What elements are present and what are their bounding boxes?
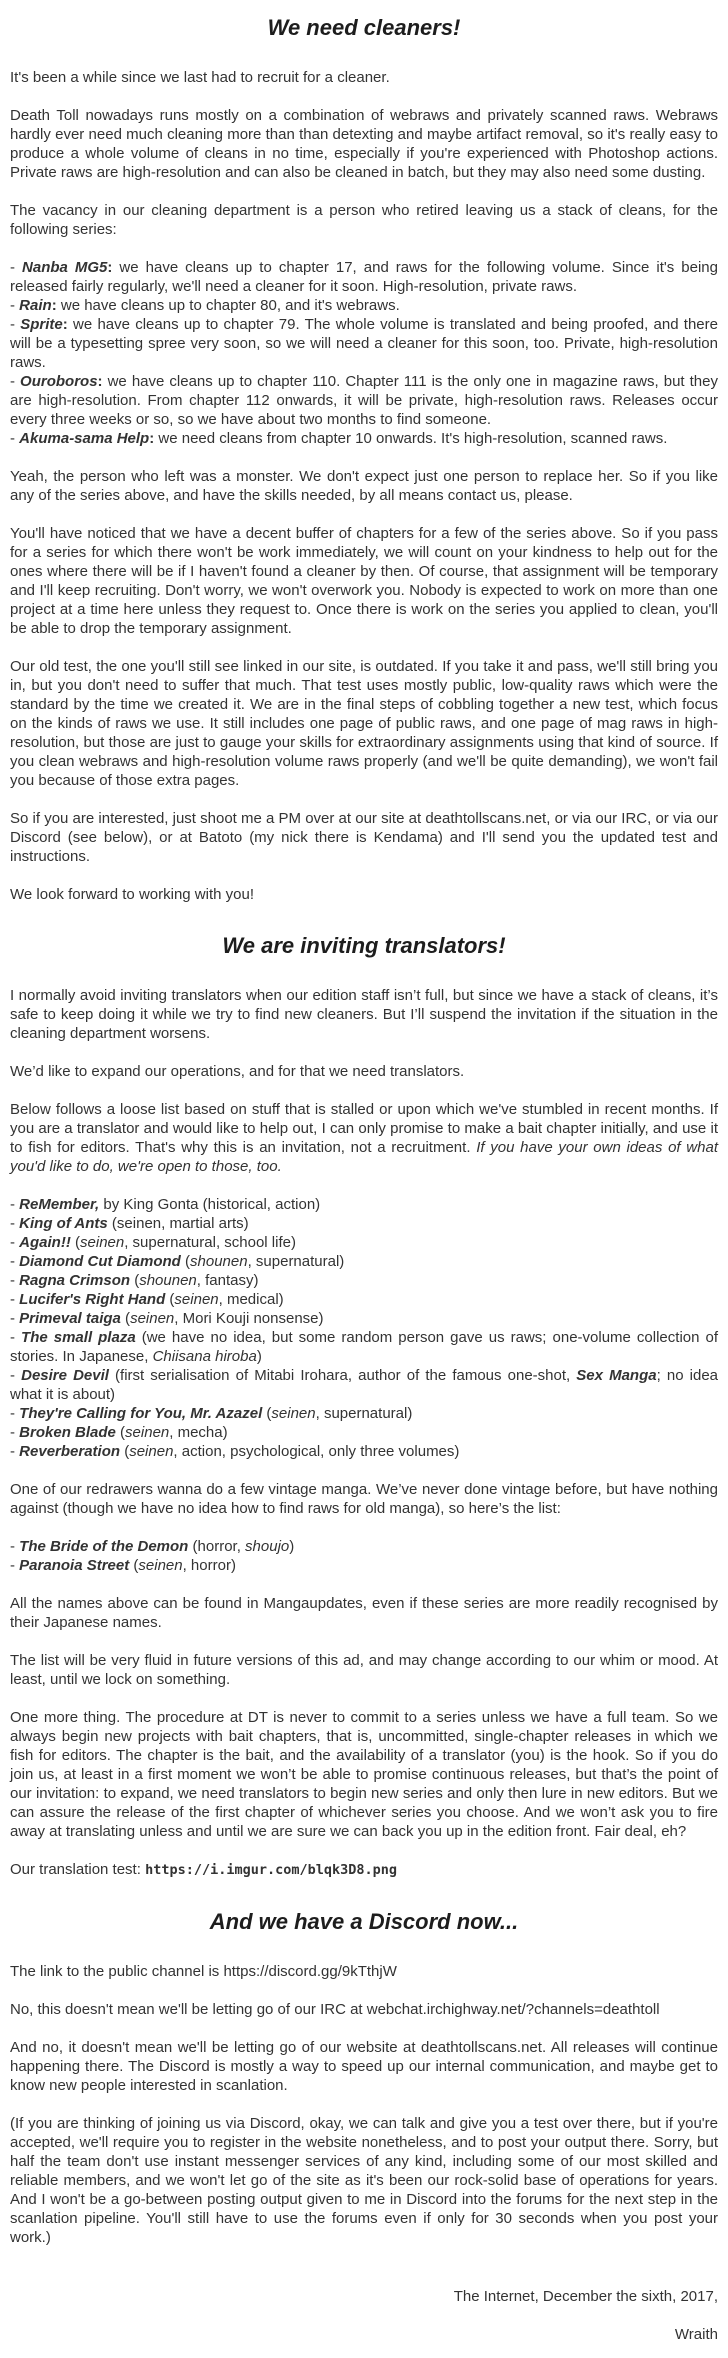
- text-run: seinen: [125, 1424, 170, 1441]
- text-run: Paranoia Street: [19, 1557, 130, 1574]
- signature: [10, 2287, 718, 2344]
- text-run: -: [10, 1291, 20, 1308]
- text-run: We’d like to expand our operations, and for that we need translators.: [10, 1063, 465, 1080]
- list-item: [10, 315, 718, 372]
- text-run: -: [10, 1215, 20, 1232]
- list-item: [10, 258, 718, 296]
- text-run: seinen: [174, 1291, 219, 1308]
- paragraph: [10, 106, 718, 182]
- irc-url: webchat.irchighway.net/?channels=deathtoll: [366, 2001, 660, 2018]
- text-run: , mecha): [169, 1424, 228, 1441]
- text-run: , medical): [218, 1291, 284, 1308]
- text-run: They're Calling for You, Mr. Azazel: [19, 1405, 263, 1422]
- text-run: seinen: [271, 1405, 316, 1422]
- text-run: :: [107, 259, 113, 276]
- list-item: [10, 1195, 718, 1214]
- text-run: No, this doesn't mean we'll be letting go of our IRC at: [10, 2001, 367, 2018]
- text-run: ): [256, 1348, 262, 1365]
- text-run: Sprite: [20, 316, 63, 333]
- list-item: [10, 1442, 718, 1461]
- text-run: , horror): [182, 1557, 236, 1574]
- translation-test-url: https://i.imgur.com/blqk3D8.png: [145, 1862, 398, 1878]
- text-run: -: [10, 1538, 20, 1555]
- text-run: (: [130, 1272, 140, 1289]
- list-item: [10, 1328, 718, 1366]
- paragraph: [10, 1062, 718, 1081]
- paragraph: [10, 1962, 718, 1981]
- list-item: [10, 1290, 718, 1309]
- text-run: Our translation test:: [10, 1861, 146, 1878]
- section-heading: We are inviting translators!: [222, 933, 506, 958]
- text-run: King of Ants: [19, 1215, 108, 1232]
- paragraph: [10, 524, 718, 638]
- text-run: If you have your own ideas of what you'd like to do, we're open to those, too.: [10, 1139, 718, 1175]
- text-run: Rain: [19, 297, 52, 314]
- list-item: [10, 1404, 718, 1423]
- paragraph: [10, 2038, 718, 2095]
- text-run: The vacancy in our cleaning department is a person who retired leaving us a stack of cleans, for the following series:: [10, 202, 718, 238]
- text-run: seinen: [138, 1557, 183, 1574]
- text-run: It's been a while since we last had to recruit for a cleaner.: [10, 69, 390, 86]
- text-run: The list will be very fluid in future versions of this ad, and may change according to our whim or mood. At least, until we lock on something.: [10, 1652, 718, 1688]
- text-run: -: [10, 1424, 20, 1441]
- text-run: Reverberation: [19, 1443, 121, 1460]
- text-run: (seinen, martial arts): [107, 1215, 249, 1232]
- text-run: (: [70, 1234, 81, 1251]
- text-run: :: [97, 373, 103, 390]
- paragraph: [10, 1860, 718, 1880]
- paragraph: [10, 467, 718, 505]
- text-run: I normally avoid inviting translators when our edition staff isn’t full, but since we have a stack of cleans, it’s safe to keep doing it while we try to find new cleaners. But I’ll suspend the invitation if the situation in the cleaning department worsens.: [10, 987, 718, 1042]
- text-run: , supernatural): [315, 1405, 413, 1422]
- text-run: Broken Blade: [19, 1424, 116, 1441]
- text-run: The Bride of the Demon: [19, 1538, 189, 1555]
- text-run: The link to the public channel is: [10, 1963, 224, 1980]
- text-run: The small plaza: [21, 1329, 136, 1346]
- list-item: [10, 1556, 718, 1575]
- text-run: -: [10, 1234, 20, 1251]
- text-run: by King Gonta (historical, action): [99, 1196, 321, 1213]
- text-run: And no, it doesn't mean we'll be letting go of our website at: [10, 2039, 422, 2056]
- text-run: -: [10, 1443, 20, 1460]
- text-run: , action, psychological, only three volumes): [173, 1443, 460, 1460]
- text-run: -: [10, 1329, 22, 1346]
- text-run: -: [10, 373, 21, 390]
- text-run: seinen: [129, 1443, 174, 1460]
- text-run: (horror,: [188, 1538, 246, 1555]
- text-run: , or via our IRC, or via our Discord (see below), or at Batoto (my nick there is Kendama) and I'll send you the updated test and instructions.: [10, 810, 719, 865]
- text-run: , supernatural, school life): [124, 1234, 296, 1251]
- text-run: Ragna Crimson: [19, 1272, 131, 1289]
- paragraph: [10, 986, 718, 1043]
- text-run: shoujo: [245, 1538, 290, 1555]
- text-run: (we have no idea, but some random person gave us raws; one-volume collection of stories. In Japanese,: [10, 1329, 719, 1365]
- text-run: ): [289, 1538, 295, 1555]
- text-run: Chiisana hiroba: [152, 1348, 257, 1365]
- text-run: Our old test, the one you'll still see linked in our site, is outdated. If you take it and pass, we'll still bring you in, but you don't need to suffer that much. That test uses mostly public, low-quality raws which were the standard by the time we created it. We are in the final steps of cobbling together a new test, which focus on the kinds of raws we use. It still includes one page of public raws, and one page of mag raws in high-resolution, but those are just to gauge your skills for extraordinary assignments using that kind of source. If you clean webraws and high-resolution volume raws properly (and we'll be quite demanding), we won't fail you because of those extra pages.: [10, 658, 718, 789]
- text-run: (: [262, 1405, 272, 1422]
- text-run: shounen: [139, 1272, 197, 1289]
- text-run: Ouroboros: [20, 373, 98, 390]
- paragraph: [10, 1480, 718, 1518]
- list-item: [10, 1233, 718, 1252]
- paragraph: [10, 1594, 718, 1632]
- text-run: (: [165, 1291, 175, 1308]
- text-run: (: [180, 1253, 191, 1270]
- text-run: Diamond Cut Diamond: [19, 1253, 181, 1270]
- text-run: seinen: [130, 1310, 175, 1327]
- text-run: (: [120, 1443, 130, 1460]
- text-run: -: [10, 1196, 20, 1213]
- text-run: we have cleans up to chapter 17, and raws for the following volume. Since it's being released fairly regularly, we'll need a cleaner for it soon. High-resolution, private raws.: [10, 259, 718, 295]
- text-run: (first serialisation of Mitabi Irohara, author of the famous one-shot,: [108, 1367, 577, 1384]
- text-run: Akuma-sama Help: [19, 430, 150, 447]
- text-run: shounen: [190, 1253, 248, 1270]
- paragraph: [10, 1651, 718, 1689]
- text-run: , fantasy): [196, 1272, 259, 1289]
- text-run: -: [10, 316, 21, 333]
- paragraph: [10, 68, 718, 87]
- text-run: -: [10, 1272, 20, 1289]
- text-run: You'll have noticed that we have a decent buffer of chapters for a few of the series above. So if you pass for a series for which there won't be work immediately, we will count on your kindness to help out for the ones where there will be if I haven't found a cleaner by then. Of course, that assignment will be temporary and I'll keep recruiting. Don't worry, we won't overwork you. Nobody is expected to work on more than one project at a time here unless they request to. Once there is work on the series you applied to clean, you'll be able to drop the temporary assignment.: [10, 525, 718, 637]
- text-run: -: [10, 1253, 20, 1270]
- list-item: [10, 296, 718, 315]
- list-item: [10, 372, 718, 429]
- text-run: -: [10, 1405, 20, 1422]
- signature-author: Wraith: [674, 2326, 718, 2343]
- list-item: [10, 1423, 718, 1442]
- text-run: (: [129, 1557, 139, 1574]
- site-url: deathtollscans.net: [425, 810, 547, 827]
- text-run: :: [62, 316, 68, 333]
- text-run: seinen: [80, 1234, 125, 1251]
- text-run: One of our redrawers wanna do a few vintage manga. We’ve never done vintage before, but have nothing against (though we have no idea how to find raws for old manga), so here’s the list:: [10, 1481, 718, 1517]
- text-run: we have cleans up to chapter 80, and it's webraws.: [56, 297, 400, 314]
- paragraph: [10, 885, 718, 904]
- text-run: :: [149, 430, 155, 447]
- text-run: :: [51, 297, 57, 314]
- text-run: Desire Devil: [21, 1367, 109, 1384]
- text-run: We look forward to working with you!: [10, 886, 254, 903]
- paragraph: [10, 201, 718, 239]
- text-run: All the names above can be found in Mangaupdates, even if these series are more readily recognised by their Japanese names.: [10, 1595, 718, 1631]
- paragraph: [10, 809, 718, 866]
- text-run: , supernatural): [247, 1253, 345, 1270]
- text-run: Lucifer's Right Hand: [19, 1291, 166, 1308]
- text-run: (: [115, 1424, 126, 1441]
- text-run: -: [10, 430, 20, 447]
- text-run: (If you are thinking of joining us via Discord, okay, we can talk and give you a test over there, but if you're accepted, we'll require you to register in the website nonetheless, and to post your output there. Sorry, but half the team don't use instant messenger services of any kind, including some of our most skilled and reliable members, and we won't let go of the site as it's been our rock-solid base of operations for years. And I won't be a go-between posting output given to me in Discord into the forums for the next step in the scanlation pipeline. You'll still have to use the forums even if only for 30 seconds when you post your work.): [10, 2115, 718, 2246]
- text-run: -: [10, 259, 23, 276]
- site-url: deathtollscans.net: [421, 2039, 542, 2056]
- text-run: One more thing. The procedure at DT is never to commit to a series unless we have a full team. So we always begin new projects with bait chapters, that is, uncommitted, single-chapter releases in which we fish for editors. The chapter is the bait, and the availability of a translator (you) is the hook. So if you do join us, at least in a first moment we won’t be able to promise continuous releases, but that’s the point of our invitation: to expand, we need translators to begin new series and only then lure in new editors. But we can assure the release of the first chapter of whichever series you choose. And we won’t ask you to fire away at translating unless and until we are sure we can back you up in the edition front. Fair deal, eh?: [10, 1709, 718, 1840]
- list-item: [10, 1252, 718, 1271]
- paragraph: [10, 2114, 718, 2247]
- text-run: -: [10, 1310, 20, 1327]
- text-run: (: [120, 1310, 131, 1327]
- section-heading: And we have a Discord now...: [209, 1909, 519, 1934]
- text-run: Below follows a loose list based on stuff that is stalled or upon which we've stumbled in recent months. If you are a translator and would like to help out, I can only promise to make a bait chapter initially, and use it to fish for editors. That's why this is an invitation, not a recruitment.: [10, 1101, 718, 1156]
- list-item: [10, 1537, 718, 1556]
- text-run: we have cleans up to chapter 110. Chapter 111 is the only one in magazine raws, but they are high-resolution. From chapter 112 onwards, it will be private, high-resolution raws. Releases occur every three weeks or so, so we have about two months to find someone.: [10, 373, 718, 428]
- text-run: Primeval taiga: [19, 1310, 121, 1327]
- text-run: Nanba MG5: [22, 259, 108, 276]
- list-item: [10, 1271, 718, 1290]
- text-run: -: [10, 1557, 20, 1574]
- paragraph: [10, 2000, 718, 2019]
- text-run: Yeah, the person who left was a monster. We don't expect just one person to replace her. So if you like any of the series above, and have the skills needed, by all means contact us, please.: [10, 468, 718, 504]
- section-heading: We need cleaners!: [267, 15, 461, 40]
- text-run: ReMember,: [19, 1196, 100, 1213]
- signature-date: The Internet, December the sixth, 2017,: [453, 2288, 718, 2305]
- paragraph: [10, 657, 718, 790]
- discord-invite-url: https://discord.gg/9kTthjW: [223, 1963, 397, 1980]
- list-item: [10, 1309, 718, 1328]
- list-item: [10, 429, 718, 448]
- text-run: Again!!: [19, 1234, 71, 1251]
- paragraph: [10, 1708, 718, 1841]
- text-run: ; no idea what it is about): [10, 1367, 719, 1403]
- text-run: we have cleans up to chapter 79. The whole volume is translated and being proofed, and there will be a typesetting spree very soon, so we will need a cleaner for this soon, too. Private, high-resolution raws.: [10, 316, 718, 371]
- paragraph: [10, 1100, 718, 1176]
- text-run: , Mori Kouji nonsense): [174, 1310, 324, 1327]
- text-run: -: [10, 297, 20, 314]
- text-run: we need cleans from chapter 10 onwards. It's high-resolution, scanned raws.: [154, 430, 668, 447]
- text-run: -: [10, 1367, 22, 1384]
- text-run: So if you are interested, just shoot me a PM over at our site at: [10, 810, 426, 827]
- text-run: Sex Manga: [576, 1367, 657, 1384]
- list-item: [10, 1214, 718, 1233]
- text-run: Death Toll nowadays runs mostly on a combination of webraws and privately scanned raws. Webraws hardly ever need much cleaning more than than detexting and maybe artifact removal, so it's really easy to produce a whole volume of cleans in no time, especially if you're experienced with Photoshop actions. Private raws are high-resolution and can also be cleaned in batch, but they may also need some dusting.: [10, 107, 718, 181]
- list-item: [10, 1366, 718, 1404]
- text-run: . All releases will continue happening there. The Discord is mostly a way to speed up our internal communication, and maybe get to know new people interested in scanlation.: [10, 2039, 718, 2094]
